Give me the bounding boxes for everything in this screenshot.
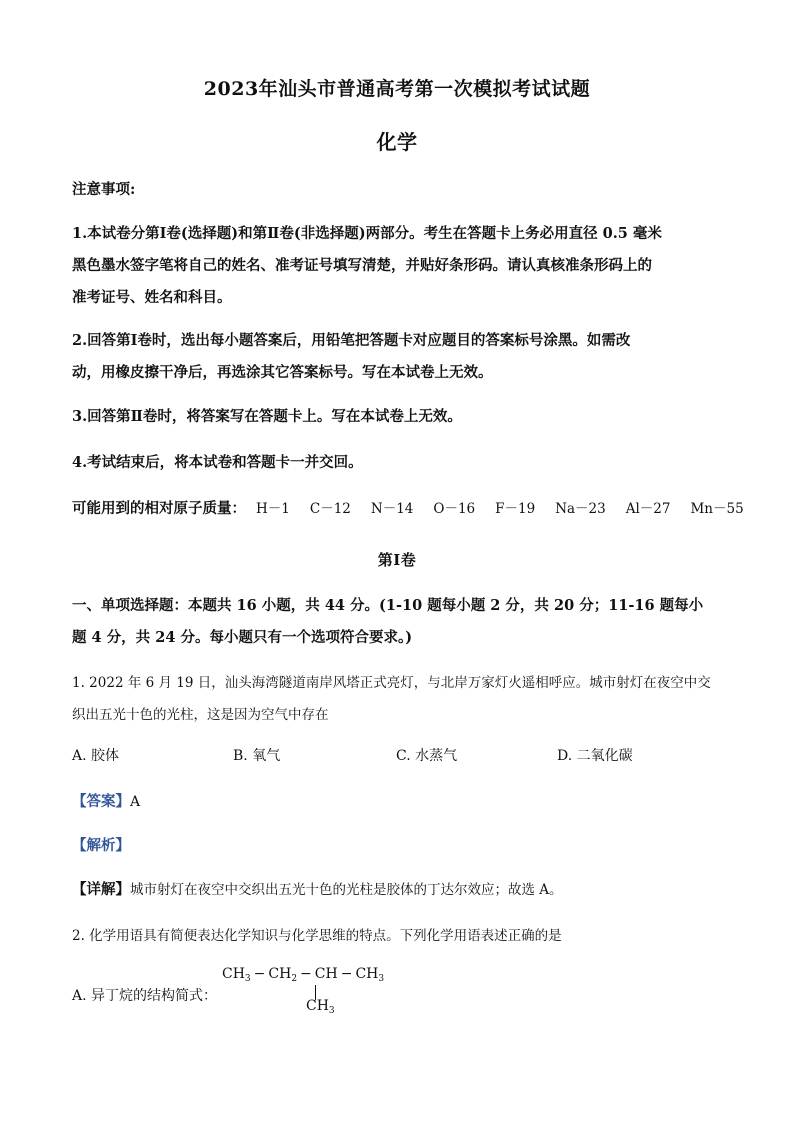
answer-tag: 【答案】 [72,793,130,810]
q1-stem-line-2: 织出五光十色的光柱，这是因为空气中存在 [72,707,329,723]
part1-instructions-line-1: 一、单项选择题：本题共 16 小题，共 44 分。(1-10 题每小题 2 分，共 20 分；11-16 题每小 [72,597,704,614]
notice-item-1-line-3: 准考证号、姓名和科目。 [72,289,232,306]
q1-analysis [72,834,130,855]
formula-group: $CH_3$ [355,966,385,984]
q1-answer [72,790,140,811]
atomic-mass-value: H－1 [256,501,290,517]
notice-item-3: 3.回答第Ⅱ卷时，将答案写在答题卡上。写在本试卷上无效。 [72,408,462,425]
atomic-mass-value: Mn－55 [690,501,744,517]
isobutane-formula [222,966,384,984]
atomic-mass-value: Na－23 [555,501,606,517]
notice-item-1-line-1: 1.本试卷分第Ⅰ卷(选择题)和第Ⅱ卷(非选择题)两部分。考生在答题卡上务必用直径 0.5 毫米 [72,225,662,242]
subject-title: 化学 [376,130,418,154]
atomic-mass-line [72,497,764,518]
q1-detail [72,878,563,899]
atomic-mass-list [256,497,764,517]
q2-option-a-label: A. 异丁烷的结构简式： [72,988,218,1004]
notice-item-2-line-1: 2.回答第Ⅰ卷时，选出每小题答案后，用铅笔把答题卡对应题目的答案标号涂黑。如需改 [72,332,631,349]
answer-value: A [130,794,141,810]
bond-dash: − [340,966,353,982]
part1-instructions-line-2: 题 4 分，共 24 分。每小题只有一个选项符合要求。) [72,629,413,646]
q2-stem: 2. 化学用语具有简便表达化学知识与化学思维的特点。下列化学用语表述正确的是 [72,928,562,944]
branch-group: $CH_3$ [306,998,335,1016]
exam-title: 2023年汕头市普通高考第一次模拟考试试题 [203,78,591,100]
notice-item-4: 4.考试结束后，将本试卷和答题卡一并交回。 [72,454,363,471]
atomic-mass-value: Al－27 [625,501,671,517]
atomic-mass-value: N－14 [370,501,414,517]
detail-text: 城市射灯在夜空中交织出五光十色的光柱是胶体的丁达尔效应；故选 A。 [130,882,563,898]
q1-stem-line-1: 1. 2022 年 6 月 19 日，汕头海湾隧道南岸风塔正式亮灯，与北岸万家灯火遥相呼应。城市射灯在夜空中交 [72,675,711,691]
atomic-mass-value: F－19 [495,501,536,517]
formula-group: CH [314,966,338,982]
bond-dash: − [253,966,266,982]
notice-heading: 注意事项: [72,181,136,198]
q1-option-b: B. 氧气 [233,748,281,764]
detail-tag: 【详解】 [72,881,130,898]
q1-option-d: D. 二氧化碳 [557,748,633,764]
notice-item-1-line-2: 黑色墨水签字笔将自己的姓名、准考证号填写清楚，并贴好条形码。请认真核准条形码上的 [72,257,652,274]
q1-option-c: C. 水蒸气 [396,748,458,764]
atomic-mass-label: 可能用到的相对原子质量： [72,500,246,517]
analysis-tag: 【解析】 [72,837,130,854]
formula-group: $CH_3$ [222,966,251,984]
section-title: 第Ⅰ卷 [377,551,417,569]
q1-option-a: A. 胶体 [72,748,120,764]
bond-dash: − [300,966,312,982]
notice-item-2-line-2: 动，用橡皮擦干净后，再选涂其它答案标号。写在本试卷上无效。 [72,364,493,381]
atomic-mass-value: O－16 [433,501,476,517]
atomic-mass-value: C－12 [309,501,351,517]
formula-group: $CH_2$ [268,966,298,984]
